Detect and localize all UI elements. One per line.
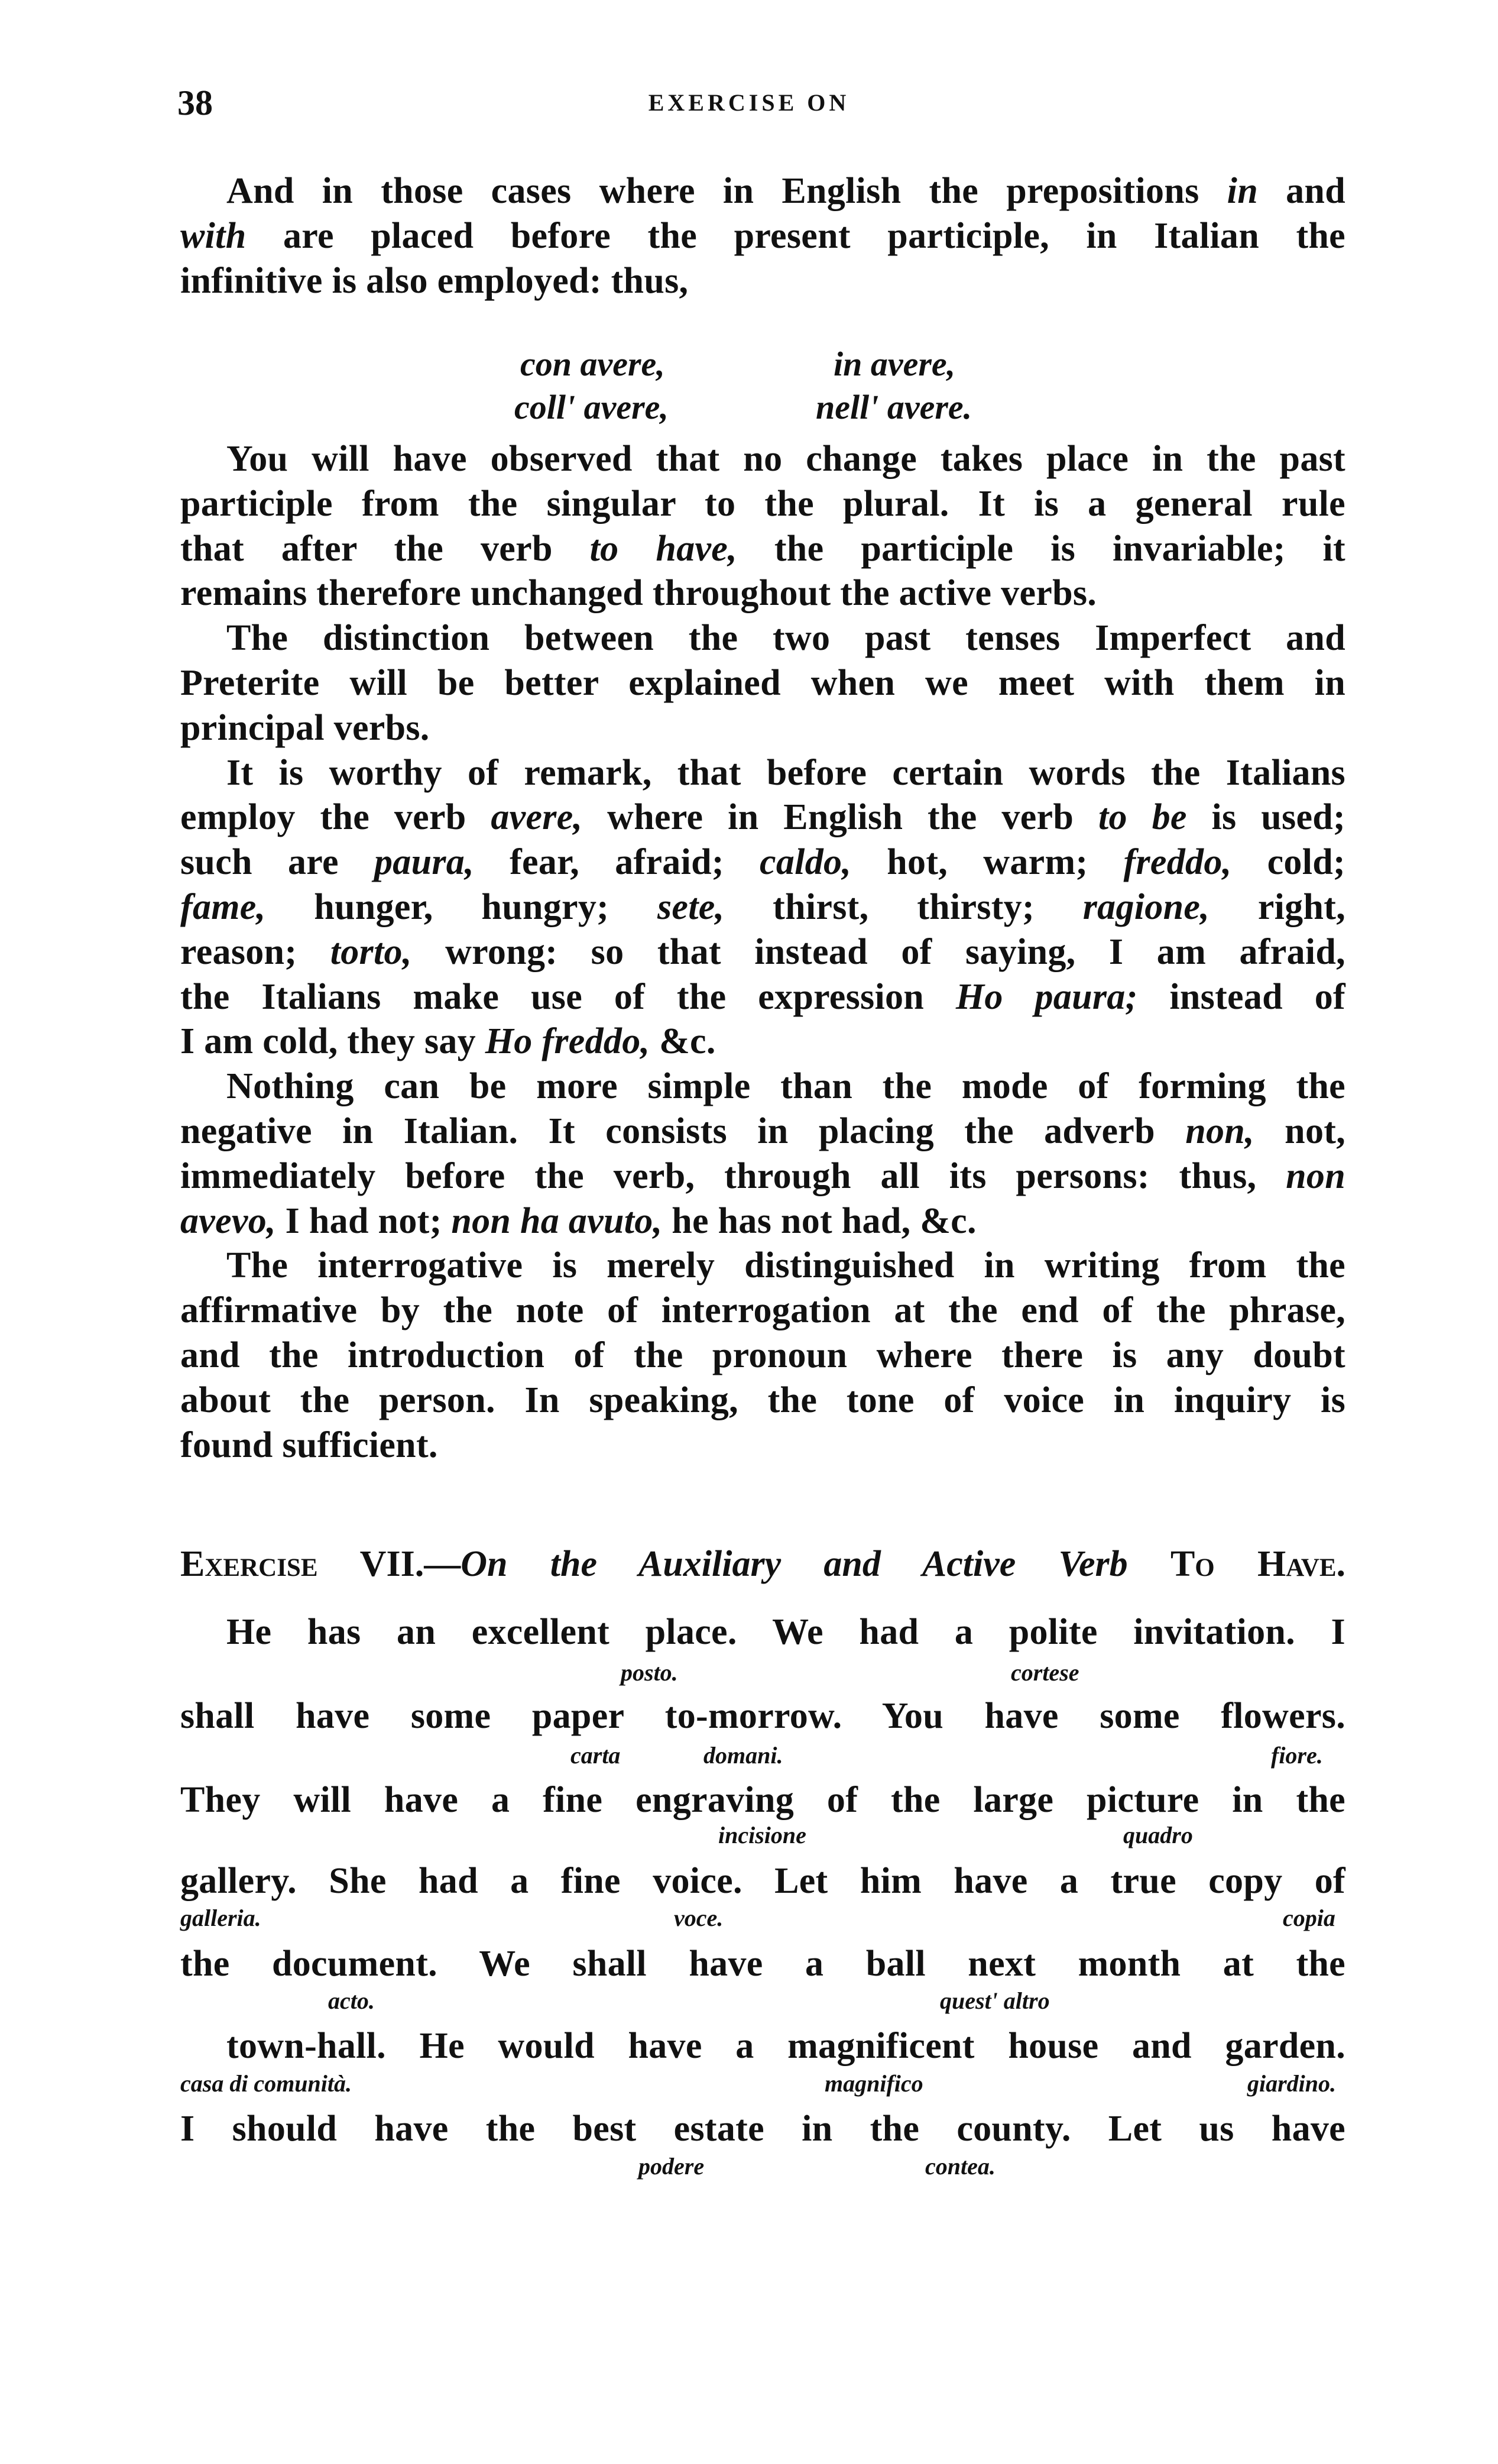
text-line xyxy=(180,1199,1345,1244)
italic-text: Ho paura; xyxy=(955,976,1138,1017)
text: principal verbs. xyxy=(180,707,430,748)
text: The interrogative is merely distinguished in writing from the xyxy=(226,1245,1345,1286)
text: &c. xyxy=(650,1021,716,1062)
gloss: quadro xyxy=(1123,1822,1193,1848)
exercise-line: shall have some paper to-morrow. You have some flowers. xyxy=(180,1696,1345,1736)
text: The distinction between the two past tenses Imperfect and xyxy=(226,618,1345,659)
text: immediately before the verb, through all its persons: thus, xyxy=(180,1155,1286,1196)
text: not, xyxy=(1254,1111,1345,1151)
gloss: copia xyxy=(1283,1905,1335,1931)
page-number: 38 xyxy=(177,83,213,122)
example-in-avere: in avere, xyxy=(834,345,956,383)
italic-text: non ha avuto, xyxy=(451,1200,663,1241)
gloss: posto. xyxy=(621,1659,678,1686)
text: found sufficient. xyxy=(180,1424,438,1465)
running-head: EXERCISE ON xyxy=(648,89,850,116)
italic-text: torto, xyxy=(330,931,412,972)
text-line xyxy=(180,885,1345,930)
exercise-line: gallery. She had a fine voice. Let him have a true copy of xyxy=(180,1861,1345,1901)
exercise-line: the document. We shall have a ball next month at the xyxy=(180,1944,1345,1984)
text-line xyxy=(180,213,1345,258)
text: such are xyxy=(180,842,374,883)
text: is used; xyxy=(1186,797,1346,838)
italic-text: to be xyxy=(1098,797,1187,838)
text: about the person. In speaking, the tone of voice in inquiry is xyxy=(180,1380,1345,1420)
gloss: cortese xyxy=(1011,1659,1079,1686)
gloss: fiore. xyxy=(1271,1742,1323,1769)
text: instead of xyxy=(1137,976,1345,1017)
italic-text: Ho freddo, xyxy=(485,1021,650,1062)
text: thirst, thirsty; xyxy=(724,887,1083,927)
exercise-line: He has an excellent place. We had a polite invitation. I xyxy=(226,1612,1345,1652)
example-con-avere: con avere, xyxy=(520,345,665,383)
text-line xyxy=(180,930,1345,974)
text: hunger, hungry; xyxy=(265,887,657,927)
italic-text: avevo, xyxy=(180,1200,276,1241)
text-line xyxy=(180,1333,1345,1378)
text: he has not had, &c. xyxy=(662,1200,977,1241)
italic-text: non, xyxy=(1185,1111,1254,1151)
exercise-line: They will have a fine engraving of the large picture in the xyxy=(180,1780,1345,1820)
text: It is worthy of remark, that before certain words the Italians xyxy=(226,752,1345,793)
text: Preterite will be better explained when we meet with them in xyxy=(180,663,1345,703)
italic-text: to have, xyxy=(589,528,737,569)
text: the Italians make use of the expression xyxy=(180,976,956,1017)
gloss: galleria. xyxy=(180,1905,261,1931)
gloss: carta xyxy=(570,1742,621,1769)
text: participle from the singular to the plural. It is a general rule xyxy=(180,483,1345,524)
italic-text: sete, xyxy=(657,887,725,927)
gloss: voce. xyxy=(674,1905,724,1931)
exercise-heading xyxy=(180,1543,1345,1585)
text: and xyxy=(1257,171,1345,211)
text-line xyxy=(180,1423,1345,1468)
text-line xyxy=(226,436,1345,481)
text: where in English the verb xyxy=(582,797,1098,838)
italic-text: avere, xyxy=(491,797,583,838)
text: infinitive is also employed: thus, xyxy=(180,260,689,301)
gloss: contea. xyxy=(925,2153,996,2180)
gloss: domani. xyxy=(703,1742,783,1769)
text: wrong: so that instead of saying, I am afraid, xyxy=(411,931,1345,972)
italic-text: ragione, xyxy=(1082,887,1210,927)
text-line xyxy=(226,1243,1345,1288)
gloss: podere xyxy=(638,2153,705,2180)
example-coll-avere: coll' avere, xyxy=(514,388,669,426)
exercise-verb: To Have. xyxy=(1170,1544,1346,1584)
text-line xyxy=(180,705,1345,750)
text: fear, afraid; xyxy=(474,842,760,883)
text: reason; xyxy=(180,931,330,972)
italic-text: freddo, xyxy=(1123,842,1232,883)
text-line xyxy=(180,795,1345,840)
italic-text: with xyxy=(180,215,247,256)
text: employ the verb xyxy=(180,797,491,838)
example-nell-avere: nell' avere. xyxy=(816,388,972,426)
text: remains therefore unchanged throughout the active verbs. xyxy=(180,573,1097,614)
text-line xyxy=(180,1378,1345,1423)
exercise-title: On the Auxiliary and Active Verb xyxy=(461,1544,1128,1584)
italic-text: caldo, xyxy=(760,842,852,883)
text-line xyxy=(226,750,1345,795)
text: You will have observed that no change takes place in the past xyxy=(226,439,1345,479)
text-line xyxy=(180,660,1345,705)
text-line xyxy=(180,526,1345,571)
text: And in those cases where in English the prepositions xyxy=(226,171,1227,211)
text: that after the verb xyxy=(180,528,590,569)
text: affirmative by the note of interrogation at the end of the phrase, xyxy=(180,1290,1345,1331)
text-line xyxy=(226,169,1345,213)
italic-text: paura, xyxy=(374,842,474,883)
italic-text: in xyxy=(1227,171,1258,211)
gloss: casa di comunità. xyxy=(180,2070,352,2097)
text: right, xyxy=(1210,887,1346,927)
text-line xyxy=(180,1109,1345,1154)
text-line xyxy=(180,840,1345,885)
text-line xyxy=(180,1019,1345,1064)
gloss: acto. xyxy=(328,1987,375,2014)
text-line xyxy=(226,616,1345,660)
text: I am cold, they say xyxy=(180,1021,485,1062)
text-line xyxy=(180,571,1345,616)
gloss: quest' altro xyxy=(940,1987,1050,2014)
text: cold; xyxy=(1231,842,1345,883)
text-line xyxy=(226,1064,1345,1109)
text-line xyxy=(180,1154,1345,1199)
italic-text: non xyxy=(1286,1155,1345,1196)
text-line xyxy=(180,1288,1345,1333)
exercise-line: I should have the best estate in the county. Let us have xyxy=(180,2109,1345,2149)
gloss: incisione xyxy=(718,1822,806,1848)
exercise-label: Exercise VII.— xyxy=(180,1544,461,1584)
text-line xyxy=(180,974,1345,1019)
text: hot, warm; xyxy=(851,842,1124,883)
text-line xyxy=(180,481,1345,526)
text: Nothing can be more simple than the mode of forming the xyxy=(226,1066,1345,1107)
text: negative in Italian. It consists in placing the adverb xyxy=(180,1111,1186,1151)
text: the participle is invariable; it xyxy=(737,528,1345,569)
italic-text: fame, xyxy=(180,887,266,927)
exercise-line: town-hall. He would have a magnificent house and garden. xyxy=(226,2026,1345,2066)
text: are placed before the present participle, in Italian the xyxy=(246,215,1345,256)
text: and the introduction of the pronoun where there is any doubt xyxy=(180,1335,1345,1375)
text: I had not; xyxy=(275,1200,452,1241)
text-line xyxy=(180,258,1345,303)
gloss: magnifico xyxy=(825,2070,923,2097)
gloss: giardino. xyxy=(1247,2070,1337,2097)
